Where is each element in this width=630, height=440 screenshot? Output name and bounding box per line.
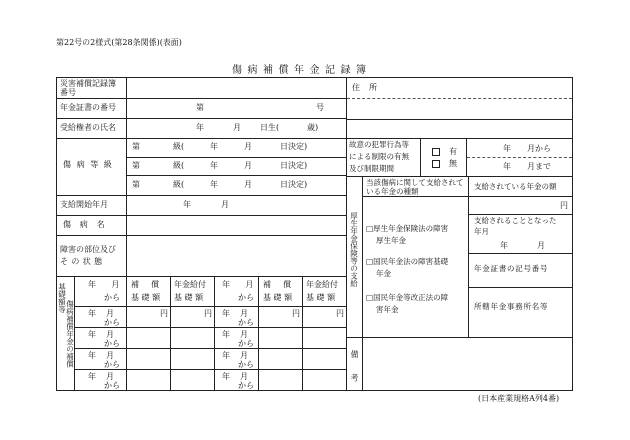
checkbox-no[interactable] — [432, 160, 440, 168]
ym-month: 月 — [106, 309, 114, 318]
yen-mark: 円 — [204, 309, 212, 318]
ym-year: 年 — [88, 351, 96, 360]
col-ym: 年 月 — [88, 280, 126, 289]
crime-label-3: 及び制限期間 — [349, 164, 394, 173]
ym-year: 年 — [222, 372, 230, 381]
ym-year: 年 — [88, 372, 96, 381]
grade-label: 傷病等級 — [63, 160, 118, 169]
ym-from: から — [238, 381, 254, 390]
col-ym: 年 月 — [222, 280, 260, 289]
opt-yes: 有 — [449, 147, 457, 156]
ym-year: 年 — [222, 330, 230, 339]
birth-year: 年 — [196, 123, 204, 132]
start-pay-month: 月 — [537, 241, 545, 250]
injury-label: 傷病名 — [63, 220, 114, 229]
grade-kyu: 級( — [173, 180, 185, 189]
col-nenkin: 年金給付 — [306, 280, 338, 289]
col-kiso: 補 償 — [131, 280, 164, 289]
start-month: 月 — [221, 200, 229, 209]
address-label: 住 所 — [352, 83, 381, 92]
ym-month: 月 — [106, 330, 114, 339]
address-field[interactable] — [380, 78, 571, 118]
col-nenkin: 年金給付 — [174, 280, 206, 289]
opt-welfare[interactable]: □厚生年金保険法の障害 — [366, 224, 449, 233]
disability-label-2: その状態 — [60, 257, 106, 266]
welfare-vertical-label: 厚生年金保険等の支給 — [349, 212, 359, 287]
ym-from: から — [104, 381, 120, 390]
disability-label: 障害の部位及び — [60, 245, 116, 254]
grade-nen: 年 — [210, 161, 218, 170]
pension-amount-label: 支給されている年金の額 — [474, 182, 557, 191]
ym-from: から — [238, 318, 254, 327]
ym-month: 月 — [240, 330, 248, 339]
pension-yen: 円 — [560, 201, 568, 210]
grade-kyu: 級( — [173, 142, 185, 151]
grade-dai: 第 — [132, 142, 140, 151]
start-year: 年 — [183, 200, 191, 209]
cert-symbol-label: 年金証書の記号番号 — [474, 264, 549, 273]
opt-revised-2: 害年金 — [376, 305, 399, 314]
disability-field[interactable] — [127, 236, 345, 275]
comp-vertical-label-2: 傷病補償年金の補償 — [65, 300, 75, 368]
ym-month: 月 — [106, 372, 114, 381]
birth-day: 日生( — [260, 123, 280, 132]
col-nenkin-2: 基 礎 額 — [306, 293, 336, 302]
col-kiso: 補 償 — [263, 280, 296, 289]
period-to: 年 月まで — [503, 162, 551, 171]
grade-gatsu: 月 — [244, 142, 252, 151]
ym-month: 月 — [240, 372, 248, 381]
cert-go: 号 — [316, 103, 324, 112]
grade-gatsu: 月 — [244, 180, 252, 189]
ym-month: 月 — [240, 351, 248, 360]
form-number: 第22号の2様式(第28条関係)(表面) — [56, 38, 182, 47]
ym-from: から — [104, 339, 120, 348]
crime-label: 故意の犯罪行為等 — [349, 140, 409, 149]
opt-national[interactable]: □国民年金法の障害基礎 — [366, 257, 449, 266]
grade-ketsu: 日決定) — [280, 161, 308, 170]
recipient-label: 受給権者の氏名 — [60, 123, 116, 132]
ym-month: 月 — [240, 309, 248, 318]
ym-year: 年 — [88, 330, 96, 339]
start-pay-label-2: 年月 — [474, 227, 489, 236]
page-title: 傷病補償年金記録簿 — [232, 65, 372, 76]
office-label: 所轄年金事務所名等 — [474, 302, 549, 311]
checkbox-yes[interactable] — [432, 148, 440, 156]
grade-dai: 第 — [132, 180, 140, 189]
start-pay-year: 年 — [500, 241, 508, 250]
comp-vertical-label: 基礎額等 — [57, 283, 67, 313]
col-ym-from: から — [104, 293, 120, 302]
grade-nen: 年 — [210, 180, 218, 189]
same-reason-label: 当該傷病に関して支給されている年金の種類 — [366, 178, 464, 196]
opt-welfare-2: 厚生年金 — [376, 236, 406, 245]
ym-from: から — [238, 360, 254, 369]
grade-kyu: 級( — [173, 161, 185, 170]
birth-month: 月 — [233, 123, 241, 132]
record-number-label-2: 番号 — [60, 88, 76, 97]
grade-ketsu: 日決定) — [280, 180, 308, 189]
opt-revised[interactable]: □国民年金等改正法の障 — [366, 293, 449, 302]
remarks-field[interactable] — [363, 338, 571, 389]
ym-year: 年 — [222, 309, 230, 318]
ym-year: 年 — [222, 351, 230, 360]
grade-nen: 年 — [210, 142, 218, 151]
col-kiso-2: 基 礎 額 — [263, 293, 293, 302]
yen-mark: 円 — [336, 309, 344, 318]
grade-ketsu: 日決定) — [280, 142, 308, 151]
col-ym-from: から — [238, 293, 254, 302]
period-from: 年 月から — [503, 144, 551, 153]
ym-from: から — [238, 339, 254, 348]
remarks-label: 備 考 — [350, 350, 359, 385]
ym-year: 年 — [88, 309, 96, 318]
birth-age: 歳) — [307, 123, 319, 132]
ym-from: から — [104, 318, 120, 327]
injury-field[interactable] — [127, 216, 345, 234]
ym-month: 月 — [106, 351, 114, 360]
col-nenkin-2: 基 礎 額 — [174, 293, 204, 302]
col-kiso-2: 基 礎 額 — [131, 293, 161, 302]
cert-number-label: 年金証書の番号 — [60, 103, 116, 112]
record-number-field[interactable] — [127, 78, 345, 97]
ym-from: から — [104, 360, 120, 369]
crime-label-2: による制限の有無 — [349, 152, 409, 161]
yen-mark: 円 — [160, 309, 168, 318]
record-number-label: 災害補償記録簿 — [60, 79, 116, 88]
cert-dai: 第 — [196, 103, 204, 112]
start-pay-label: 支給されることとなった — [474, 216, 557, 225]
yen-mark: 円 — [292, 309, 300, 318]
opt-national-2: 年金 — [376, 269, 391, 278]
grade-dai: 第 — [132, 161, 140, 170]
cert-number-field[interactable] — [205, 99, 313, 117]
start-label: 支給開始年月 — [60, 200, 108, 209]
footer-standard: (日本産業規格A列4番) — [478, 394, 560, 403]
opt-no: 無 — [449, 159, 457, 168]
grade-gatsu: 月 — [244, 161, 252, 170]
